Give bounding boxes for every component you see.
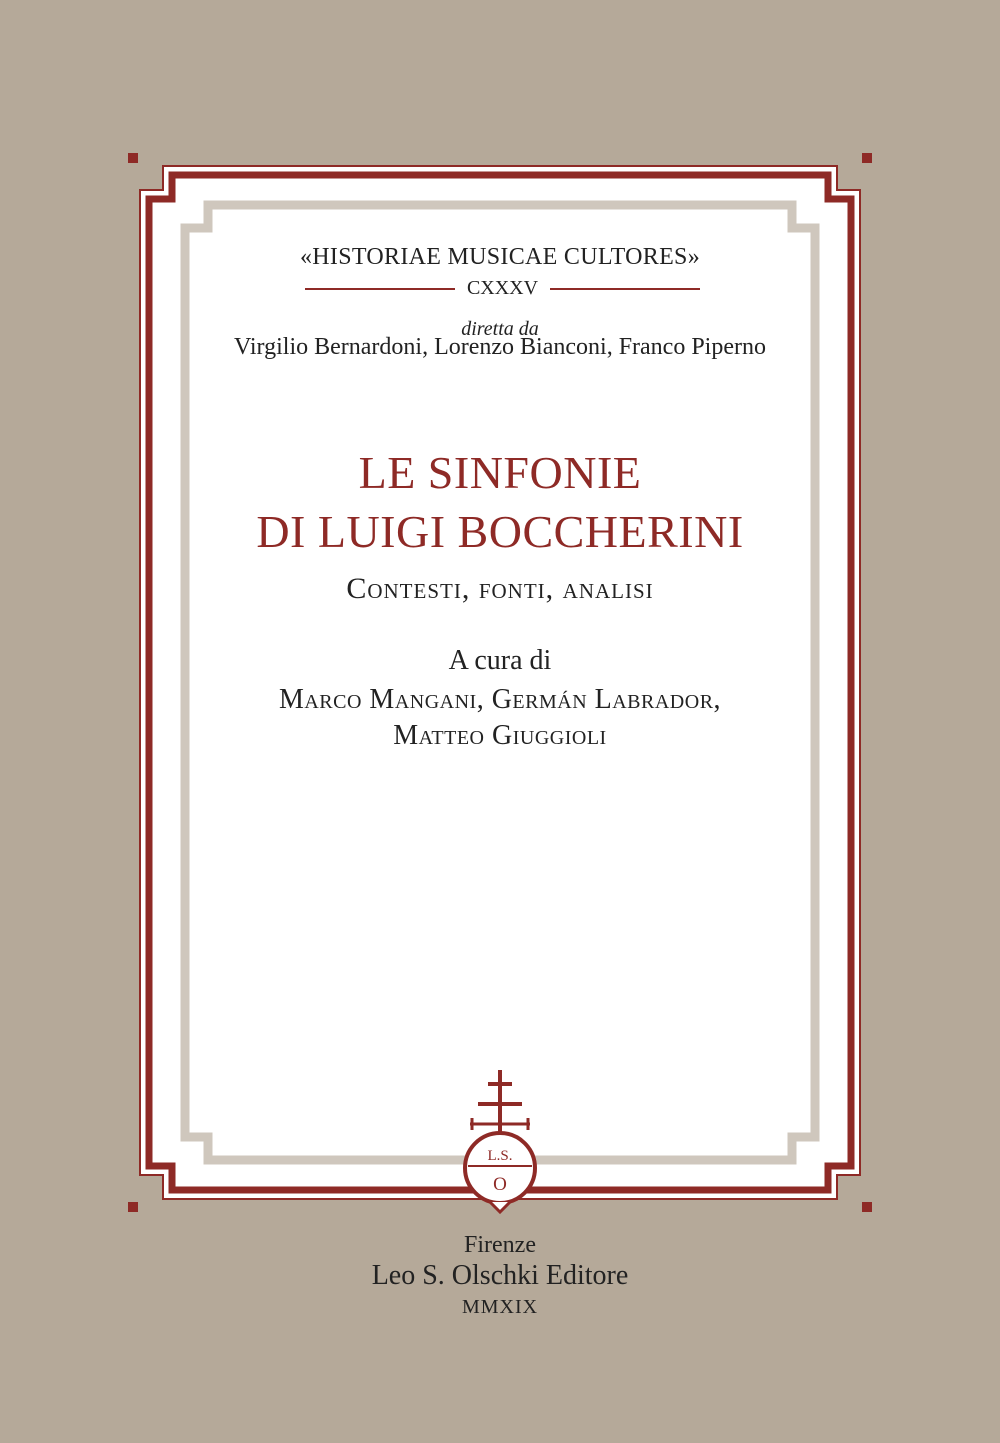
imprint-year: MMXIX [461,1296,539,1318]
corner-square-bl [128,1202,138,1212]
directed-by-label: diretta da [461,318,539,340]
publisher-seal [465,1133,535,1212]
svg-text:L.S.: L.S. [487,1148,513,1164]
series-number-row [305,277,700,301]
corner-square-tr [862,153,872,163]
series-directors: Virgilio Bernardoni, Lorenzo Bianconi, Franco Piperno [234,334,766,360]
corner-square-tl [128,153,138,163]
corner-square-br [862,1202,872,1212]
series-rule-left [305,288,455,290]
editors-line1: Marco Mangani, Germán Labrador, [278,684,722,715]
series-number: CXXXV [466,277,539,299]
book-title-line2: DI LUIGI BOCCHERINI [256,506,744,557]
curated-by-label: A cura di [448,645,552,676]
editors-line2: Matteo Giuggioli [393,720,607,751]
series-rule-right [550,288,700,290]
book-title-line1: LE SINFONIE [358,447,642,498]
svg-text:O: O [493,1174,507,1195]
book-subtitle: Contesti, fonti, analisi [346,572,654,605]
imprint-city: Firenze [464,1232,536,1258]
series-title: «HISTORIAE MUSICAE CULTORES» [299,244,700,270]
imprint-publisher: Leo S. Olschki Editore [371,1260,629,1291]
